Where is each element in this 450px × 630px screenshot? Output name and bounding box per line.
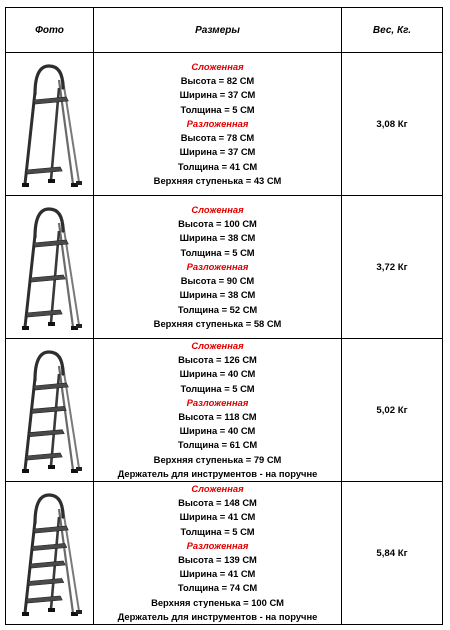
size-line: Держатель для инструментов - на поручне [117, 467, 318, 479]
size-line: Толщина = 61 СМ [177, 439, 258, 451]
ladder-weight: 3,72 Кг [376, 261, 408, 273]
state-heading: Сложенная [191, 204, 244, 216]
size-line: Ширина = 38 СМ [179, 289, 256, 301]
header-sizes: Размеры [94, 8, 342, 52]
ladder-image [15, 344, 85, 476]
size-line: Толщина = 52 СМ [177, 303, 258, 315]
size-line: Толщина = 74 СМ [177, 582, 258, 594]
size-line: Верхняя ступенька = 43 СМ [153, 174, 282, 186]
ladder-sizes [94, 53, 342, 195]
state-heading: Сложенная [191, 339, 244, 351]
ladder-step [29, 561, 65, 568]
ladder-foot [48, 322, 55, 326]
size-line: Ширина = 37 СМ [179, 146, 256, 158]
header-photo: Фото [6, 8, 94, 52]
size-line: Ширина = 40 СМ [179, 368, 256, 380]
size-line: Высота = 126 СМ [178, 354, 257, 366]
ladder-foot [76, 467, 82, 471]
size-line: Ширина = 41 СМ [179, 511, 256, 523]
ladder-weight: 5,02 Кг [376, 404, 408, 416]
ladder-foot [48, 608, 55, 612]
size-line: Высота = 82 СМ [180, 75, 255, 87]
state-heading: Сложенная [191, 482, 244, 494]
ladder-image [15, 487, 85, 619]
ladder-foot [48, 179, 55, 183]
ladder-image [15, 201, 85, 333]
ladder-step [25, 596, 62, 603]
ladder-foot [22, 612, 29, 616]
size-line: Ширина = 38 СМ [179, 232, 256, 244]
size-line: Держатель для инструментов - на поручне [117, 610, 318, 622]
ladder-step [28, 430, 64, 437]
ladder-foot [76, 324, 82, 328]
ladder-spec-table [5, 7, 443, 625]
ladder-foot [22, 183, 29, 187]
ladder-step [27, 579, 63, 586]
size-line: Высота = 90 СМ [180, 275, 255, 287]
size-line: Ширина = 41 СМ [179, 568, 256, 580]
state-heading: Разложенная [186, 117, 249, 129]
header-row [6, 8, 442, 52]
ladder-row [6, 338, 442, 481]
size-line: Толщина = 41 СМ [177, 160, 258, 172]
ladder-weight: 3,08 Кг [376, 118, 408, 130]
ladder-image [15, 58, 85, 190]
size-line: Толщина = 5 СМ [180, 246, 255, 258]
ladder-photo [6, 196, 94, 338]
ladder-photo [6, 339, 94, 481]
ladder-row [6, 481, 442, 624]
size-line: Верхняя ступенька = 79 СМ [153, 453, 282, 465]
ladder-weight-cell [342, 339, 442, 481]
size-line: Толщина = 5 СМ [180, 103, 255, 115]
ladder-photo [6, 482, 94, 624]
size-line: Высота = 148 СМ [178, 497, 257, 509]
size-line: Высота = 100 СМ [178, 218, 257, 230]
ladder-foot [48, 465, 55, 469]
ladder-sizes [94, 339, 342, 481]
ladder-step [30, 406, 66, 413]
state-heading: Разложенная [186, 396, 249, 408]
ladder-foot [76, 610, 82, 614]
size-line: Ширина = 40 СМ [179, 425, 256, 437]
state-heading: Сложенная [191, 61, 244, 73]
size-line: Ширина = 37 СМ [179, 89, 256, 101]
state-heading: Разложенная [186, 260, 249, 272]
size-line: Высота = 118 СМ [178, 411, 257, 422]
ladder-foot [76, 181, 82, 185]
ladder-foot [22, 469, 29, 473]
size-line: Высота = 78 СМ [180, 132, 255, 144]
ladder-step [31, 544, 67, 551]
ladder-row [6, 52, 442, 195]
ladder-foot [22, 326, 29, 330]
ladder-sizes [94, 482, 342, 624]
size-line: Верхняя ступенька = 100 СМ [151, 596, 284, 608]
ladder-step [25, 310, 62, 317]
ladder-weight-cell [342, 482, 442, 624]
ladder-weight-cell [342, 53, 442, 195]
ladder-photo [6, 53, 94, 195]
size-line: Толщина = 5 СМ [180, 382, 255, 394]
ladder-sizes [94, 196, 342, 338]
ladder-row [6, 195, 442, 338]
ladder-step [25, 167, 62, 174]
ladder-step [29, 275, 65, 282]
ladder-weight: 5,84 Кг [376, 547, 408, 559]
ladder-weight-cell [342, 196, 442, 338]
size-line: Высота = 139 СМ [178, 554, 257, 565]
size-line: Верхняя ступенька = 58 СМ [153, 317, 282, 329]
size-line: Толщина = 5 СМ [180, 525, 255, 537]
ladder-step [25, 453, 62, 460]
state-heading: Разложенная [186, 539, 249, 551]
header-weight: Вес, Кг. [372, 24, 412, 36]
